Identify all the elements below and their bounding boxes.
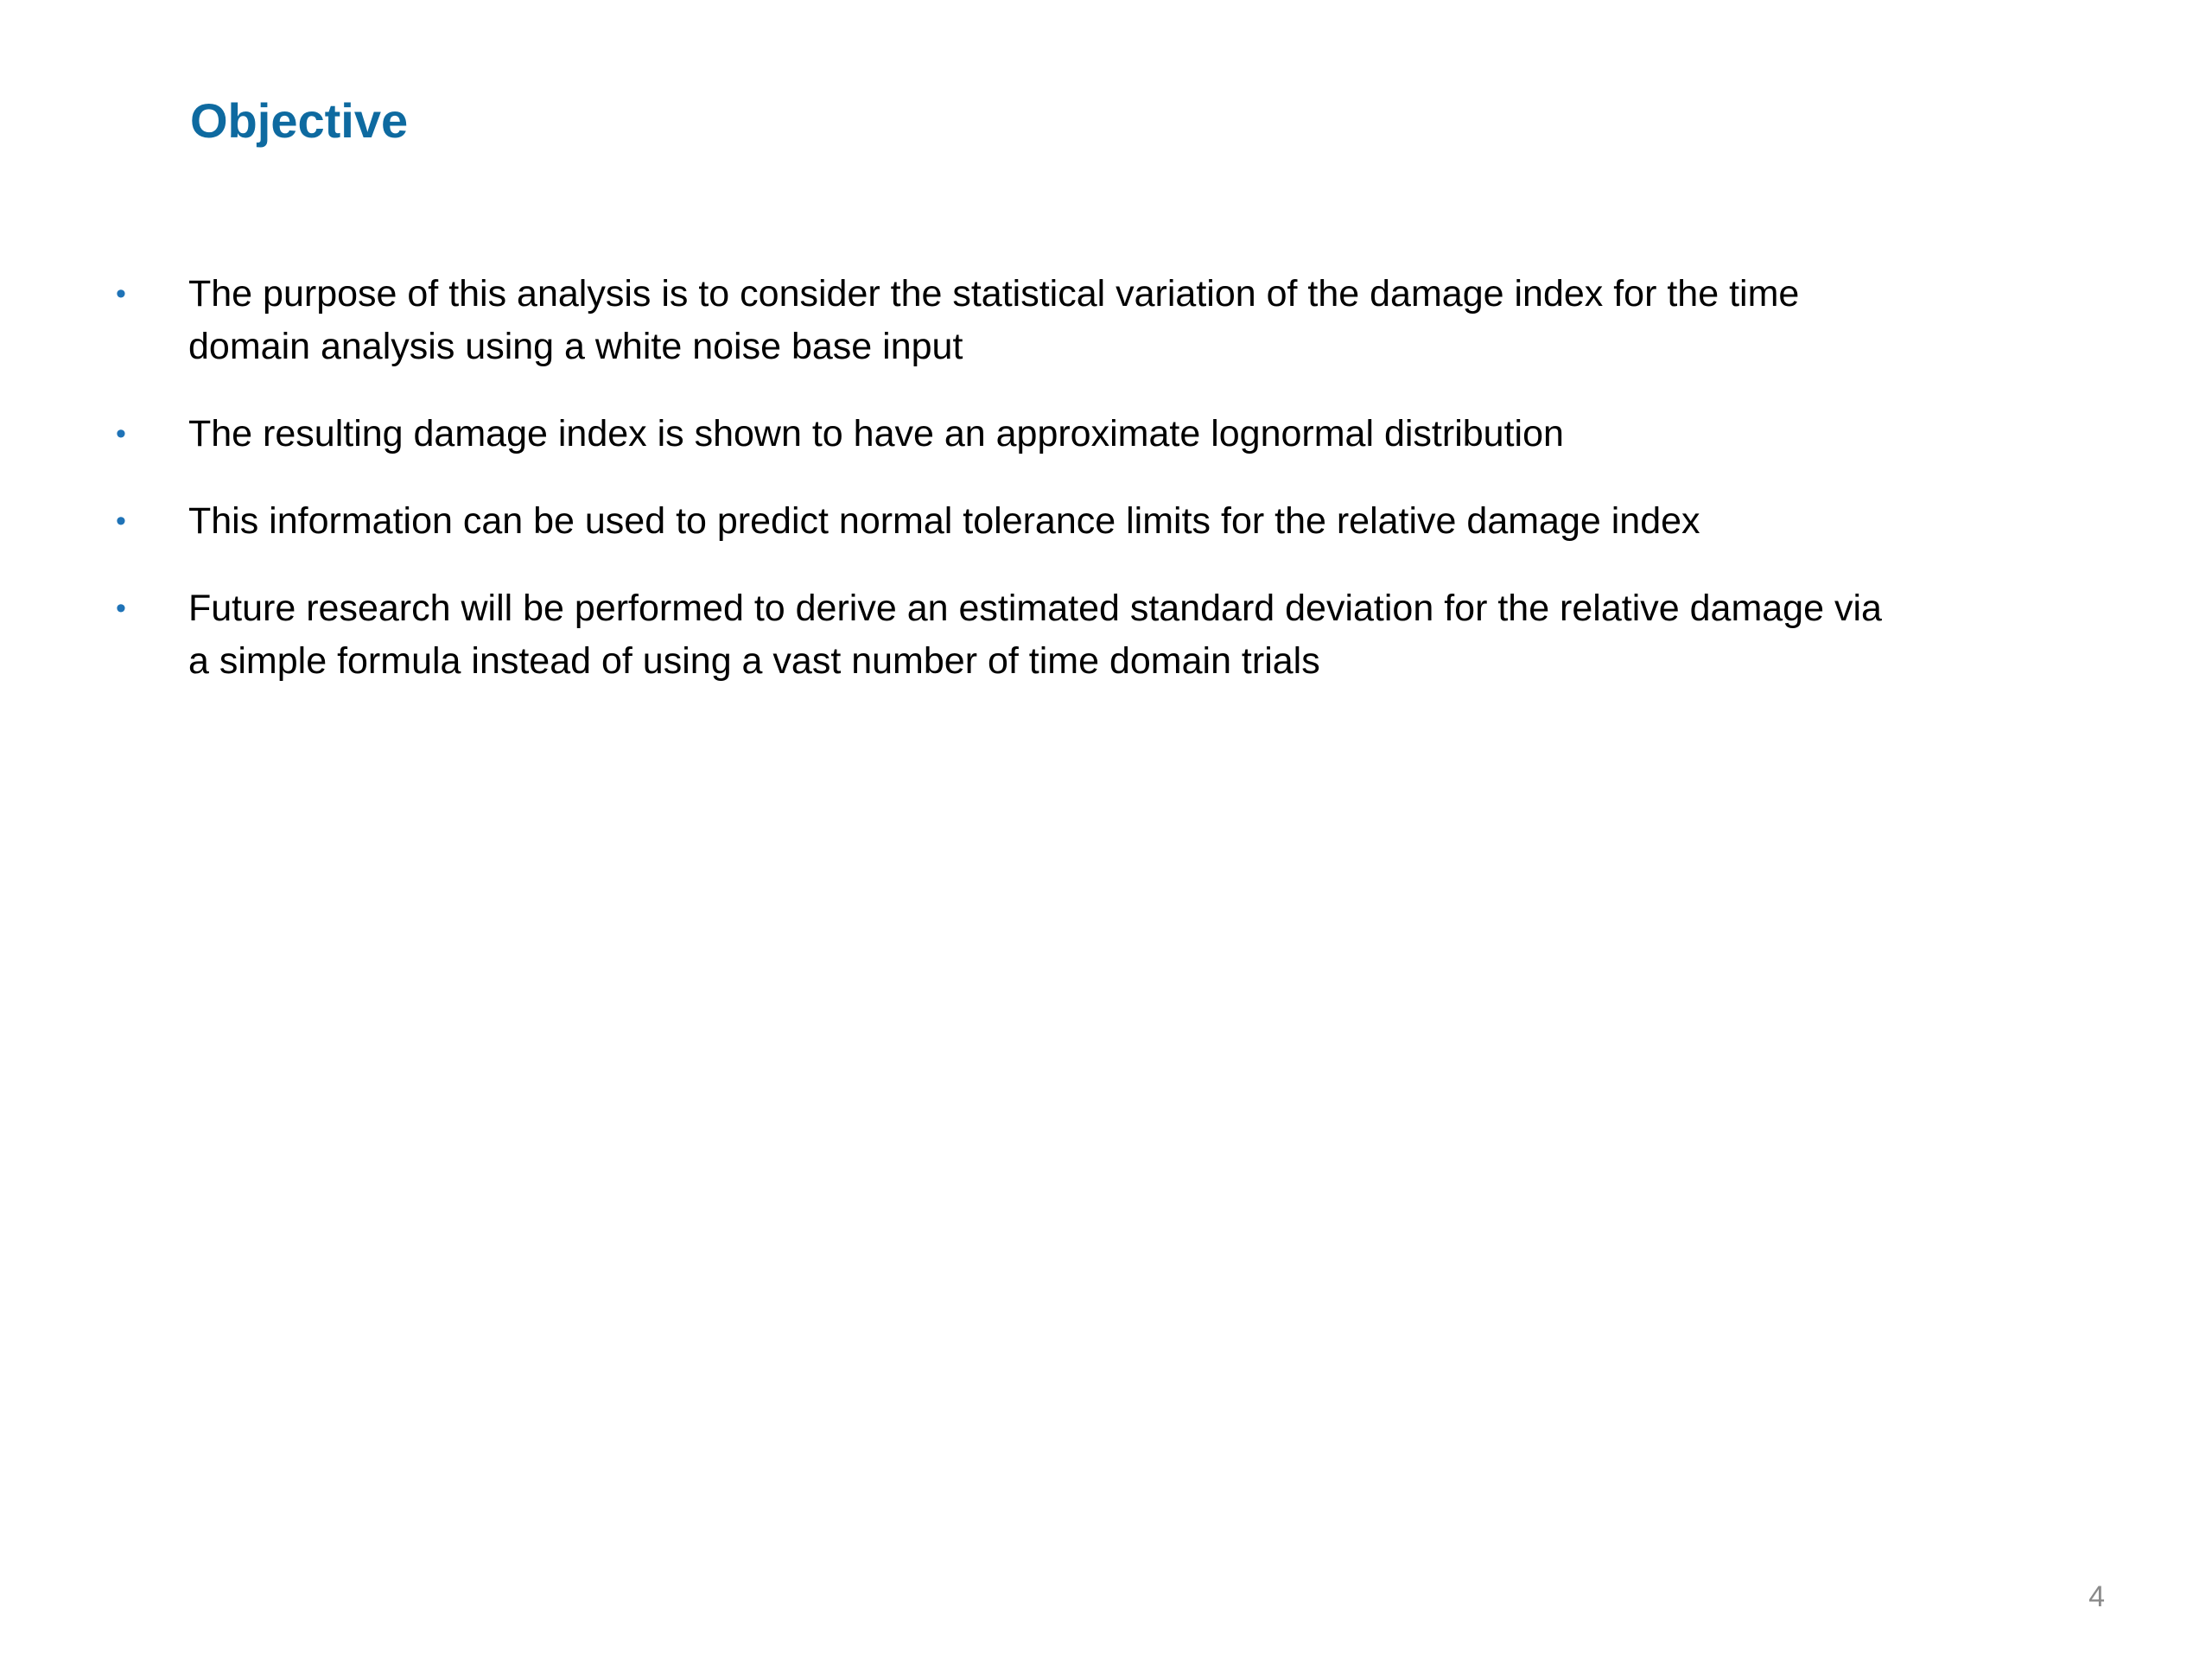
bullet-item <box>112 408 1892 461</box>
bullet-dot-icon: • <box>116 505 126 537</box>
slide-title: Objective <box>190 93 409 148</box>
bullet-dot-icon: • <box>116 592 126 625</box>
bullet-list <box>112 268 1892 722</box>
page-number: 4 <box>2088 1580 2105 1613</box>
bullet-item <box>112 268 1892 373</box>
bullet-dot-icon: • <box>116 277 126 310</box>
bullet-text: The resulting damage index is shown to have an approximate lognormal distribution <box>188 413 1564 454</box>
bullet-item <box>112 582 1892 688</box>
bullet-text: The purpose of this analysis is to consider the statistical variation of the damage index for the time domain analysis using a white noise base input <box>188 273 1800 367</box>
bullet-text: Future research will be performed to derive an estimated standard deviation for the relative damage via a simple formula instead of using a vast number of time domain trials <box>188 588 1882 682</box>
bullet-dot-icon: • <box>116 417 126 450</box>
bullet-item <box>112 495 1892 548</box>
bullet-text: This information can be used to predict normal tolerance limits for the relative damage index <box>188 500 1700 542</box>
